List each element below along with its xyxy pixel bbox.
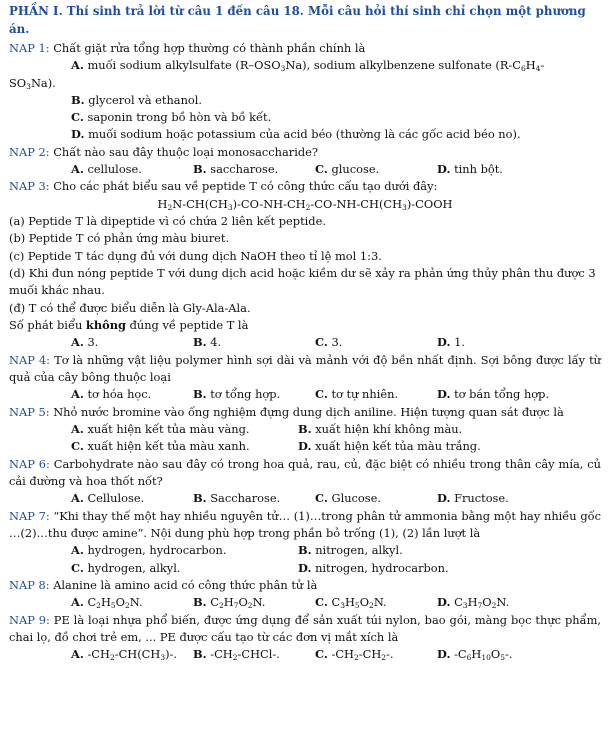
- question-ask: Số phát biểu không đúng về peptide T là: [9, 318, 249, 333]
- option-c[interactable]: C. saponin trong bồ hòn và bồ kết.: [71, 110, 272, 125]
- option-b[interactable]: B. glycerol và ethanol.: [71, 92, 203, 107]
- question-text: Alanine là amino acid có công thức phân tử là: [53, 578, 318, 593]
- option-b[interactable]: B. xuất hiện khí không màu.: [298, 422, 463, 437]
- option-a-continued: $SO_3Na$).: [9, 75, 56, 91]
- option-a[interactable]: A. tơ hóa học.: [71, 387, 152, 402]
- option-d[interactable]: D. $C_3H_7O_2N$.: [437, 595, 510, 611]
- options-row: [9, 646, 601, 663]
- options-row: [9, 161, 601, 178]
- option-d[interactable]: D. muối sodium hoặc potassium của acid béo (thường là các gốc acid béo no).: [71, 127, 521, 142]
- question-text: Carbohydrate nào sau đây có trong hoa quả, rau, củ, đặc biệt có nhiều trong thân cây mía, củ cải đường và hoa thốt nốt?: [9, 456, 601, 489]
- option-c[interactable]: C. $-CH_2-CH_2-$.: [315, 647, 394, 663]
- question-number: NAP 1:: [9, 40, 50, 55]
- option-a[interactable]: A. $-CH_2-CH(CH_3)-$.: [71, 647, 178, 663]
- question-8: [9, 577, 601, 594]
- options-row: [9, 542, 601, 559]
- question-text: “Khi thay thế một hay nhiều nguyên tử… (1)…trong phân tử ammonia bằng một hay nhiều gốc …(2)…thu được amine”. Nội dung phù hợp trong phần bỏ trống (1), (2) lần lượt là: [9, 508, 602, 541]
- question-number: NAP 5:: [9, 404, 50, 419]
- option-b[interactable]: B. saccharose.: [193, 162, 279, 177]
- options-row: [9, 386, 601, 403]
- question-number: NAP 4:: [9, 352, 51, 367]
- option-d[interactable]: D. nitrogen, hydrocarbon.: [298, 560, 449, 575]
- question-7: [9, 508, 601, 543]
- statement-a: (a) Peptide T là dipeptide vì có chứa 2 liên kết peptide.: [9, 214, 326, 229]
- question-text: PE là loại nhựa phổ biến, được ứng dụng để sản xuất túi nylon, bao gói, màng bọc thực phẩm, chai lọ, đồ chơi trẻ em, ... PE được cấu tạo từ các đơn vị mắt xích là: [9, 612, 602, 644]
- question-1: [9, 40, 601, 57]
- statement-c: (c) Peptide T tác dụng đủ với dung dịch NaOH theo tỉ lệ mol 1:3.: [9, 248, 382, 263]
- question-number: NAP 3:: [9, 179, 50, 194]
- option-c[interactable]: C. hydrogen, alkyl.: [71, 560, 181, 575]
- option-c[interactable]: C. xuất hiện kết tủa màu xanh.: [71, 439, 250, 454]
- option-d[interactable]: D. Fructose.: [437, 491, 509, 506]
- question-number: NAP 7:: [9, 508, 50, 523]
- question-6: [9, 456, 601, 491]
- question-number: NAP 9:: [9, 612, 50, 627]
- question-text: Chất giặt rửa tổng hợp thường có thành phần chính là: [53, 40, 366, 55]
- options-row: [9, 438, 601, 455]
- option-a[interactable]: A. muối sodium alkylsulfate $(R-OSO_3Na)$, sodium alkylbenzene sulfonate ($R-C_6H_4-$: [71, 58, 545, 74]
- question-text: Nhỏ nước bromine vào ống nghiệm đựng dung dịch aniline. Hiện tượng quan sát được là: [53, 404, 564, 419]
- question-number: NAP 2:: [9, 144, 50, 159]
- option-c[interactable]: C. 3.: [315, 335, 343, 350]
- options-row: [9, 594, 601, 611]
- option-d[interactable]: D. xuất hiện kết tủa màu trắng.: [298, 439, 481, 454]
- option-b[interactable]: B. $C_2H_7O_2N$.: [193, 595, 266, 611]
- question-text: Cho các phát biểu sau về peptide T có công thức cấu tạo dưới đây:: [53, 179, 438, 194]
- option-b[interactable]: B. nitrogen, alkyl.: [298, 543, 403, 558]
- question-9: [9, 612, 601, 647]
- option-b[interactable]: B. 4.: [193, 335, 222, 350]
- option-d[interactable]: D. $-C_6H_{10}O_5-$.: [437, 647, 513, 663]
- statement-b: (b) Peptide T có phản ứng màu biuret.: [9, 231, 230, 246]
- option-d[interactable]: D. tơ bán tổng hợp.: [437, 387, 550, 402]
- option-c[interactable]: C. $C_3H_5O_2N$.: [315, 595, 387, 611]
- option-c[interactable]: C. Glucose.: [315, 491, 381, 506]
- option-d[interactable]: D. tinh bột.: [437, 162, 503, 177]
- options-row: [9, 560, 601, 577]
- options-row: [9, 490, 601, 507]
- question-number: NAP 6:: [9, 456, 50, 471]
- options-row: [9, 334, 601, 351]
- question-2: [9, 144, 601, 161]
- option-a[interactable]: A. 3.: [71, 335, 99, 350]
- question-text: Chất nào sau đây thuộc loại monosaccharide?: [53, 144, 319, 159]
- option-a[interactable]: A. cellulose.: [71, 162, 142, 177]
- option-b[interactable]: B. Saccharose.: [193, 491, 281, 506]
- option-d[interactable]: D. 1.: [437, 335, 465, 350]
- option-c[interactable]: C. tơ tự nhiên.: [315, 387, 399, 402]
- option-b[interactable]: B. tơ tổng hợp.: [193, 387, 281, 402]
- option-b[interactable]: B. $-CH_2-CHCl-$.: [193, 647, 280, 663]
- question-4: [9, 352, 601, 387]
- option-a[interactable]: A. hydrogen, hydrocarbon.: [71, 543, 227, 558]
- question-5: [9, 404, 601, 421]
- statement-dd: (đ) T có thể được biểu diễn là Gly-Ala-Ala.: [9, 300, 251, 315]
- question-number: NAP 8:: [9, 578, 50, 593]
- option-c[interactable]: C. glucose.: [315, 162, 380, 177]
- options-row: [9, 421, 601, 438]
- statement-d: (d) Khi đun nóng peptide T với dung dịch acid hoặc kiềm dư sẽ xảy ra phản ứng thủy phân thu được 3 muối khác nhau.: [9, 266, 596, 298]
- option-a[interactable]: A. Cellulose.: [71, 491, 145, 506]
- peptide-formula: $H_2N-CH(CH_3)-CO-NH-CH_2-CO-NH-CH(CH_3)$-COOH: [157, 196, 453, 212]
- question-3: [9, 178, 601, 195]
- question-text: Tơ là những vật liệu polymer hình sợi dài và mảnh với độ bền nhất định. Sợi bông được lấy từ quả của cây bông thuộc loại: [9, 352, 602, 385]
- option-a[interactable]: A. $C_2H_5O_2N$.: [71, 595, 143, 611]
- option-a[interactable]: A. xuất hiện kết tủa màu vàng.: [71, 422, 250, 437]
- section-title: PHẦN I. Thí sinh trả lời từ câu 1 đến câu 18. Mỗi câu hỏi thí sinh chỉ chọn một phương án.: [9, 4, 586, 36]
